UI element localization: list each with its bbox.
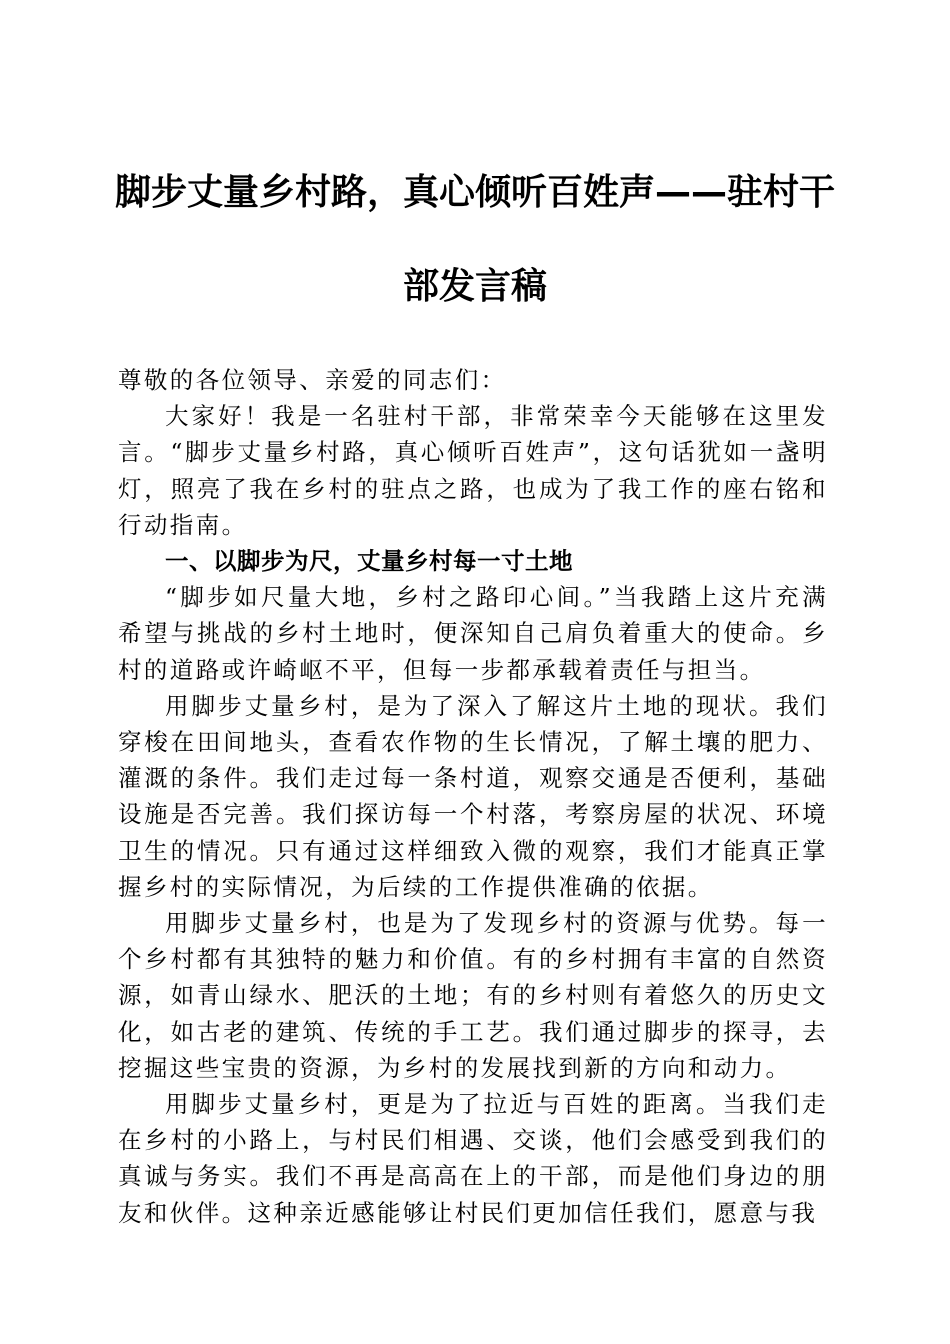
paragraph-understanding: 用脚步丈量乡村，是为了深入了解这片土地的现状。我们穿梭在田间地头，查看农作物的生长情况，了解土壤的肥力、灌溉的条件。我们走过每一条村道，观察交通是否便利，基础设施是否完善。我们探访每一个村落，考察房屋的状况、环境卫生的情况。只有通过这样细致入微的观察，我们才能真正掌握乡村的实际情况，为后续的工作提供准确的依据。 — [118, 691, 828, 901]
paragraph-resources: 用脚步丈量乡村，也是为了发现乡村的资源与优势。每一个乡村都有其独特的魅力和价值。有的乡村拥有丰富的自然资源，如青山绿水、肥沃的土地；有的乡村则有着悠久的历史文化，如古老的建筑、传统的手工艺。我们通过脚步的探寻，去挖掘这些宝贵的资源，为乡村的发展找到新的方向和动力。 — [118, 909, 828, 1082]
paragraph-greeting: 大家好！我是一名驻村干部，非常荣幸今天能够在这里发言。“脚步丈量乡村路，真心倾听百姓声”，这句话犹如一盏明灯，照亮了我在乡村的驻点之路，也成为了我工作的座右铭和行动指南。 — [118, 402, 828, 539]
document-body — [118, 362, 828, 1231]
paragraph-quote: “脚步如尺量大地，乡村之路印心间。”当我踏上这片充满希望与挑战的乡村土地时，便深知自己肩负着重大的使命。乡村的道路或许崎岖不平，但每一步都承载着责任与担当。 — [118, 583, 828, 684]
title-line-2: 部发言稿 — [402, 266, 547, 307]
paragraph-closeness: 用脚步丈量乡村，更是为了拉近与百姓的距离。当我们走在乡村的小路上，与村民们相遇、交谈，他们会感受到我们的真诚与务实。我们不再是高高在上的干部，而是他们身边的朋友和伙伴。这种亲近感能够让村民们更加信任我们，愿意与我 — [118, 1090, 828, 1227]
title-line-1: 脚步丈量乡村路，真心倾听百姓声——驻村干 — [114, 172, 835, 213]
section-heading-1: 一、以脚步为尺，丈量乡村每一寸土地 — [165, 547, 573, 576]
salutation: 尊敬的各位领导、亲爱的同志们： — [118, 366, 507, 394]
